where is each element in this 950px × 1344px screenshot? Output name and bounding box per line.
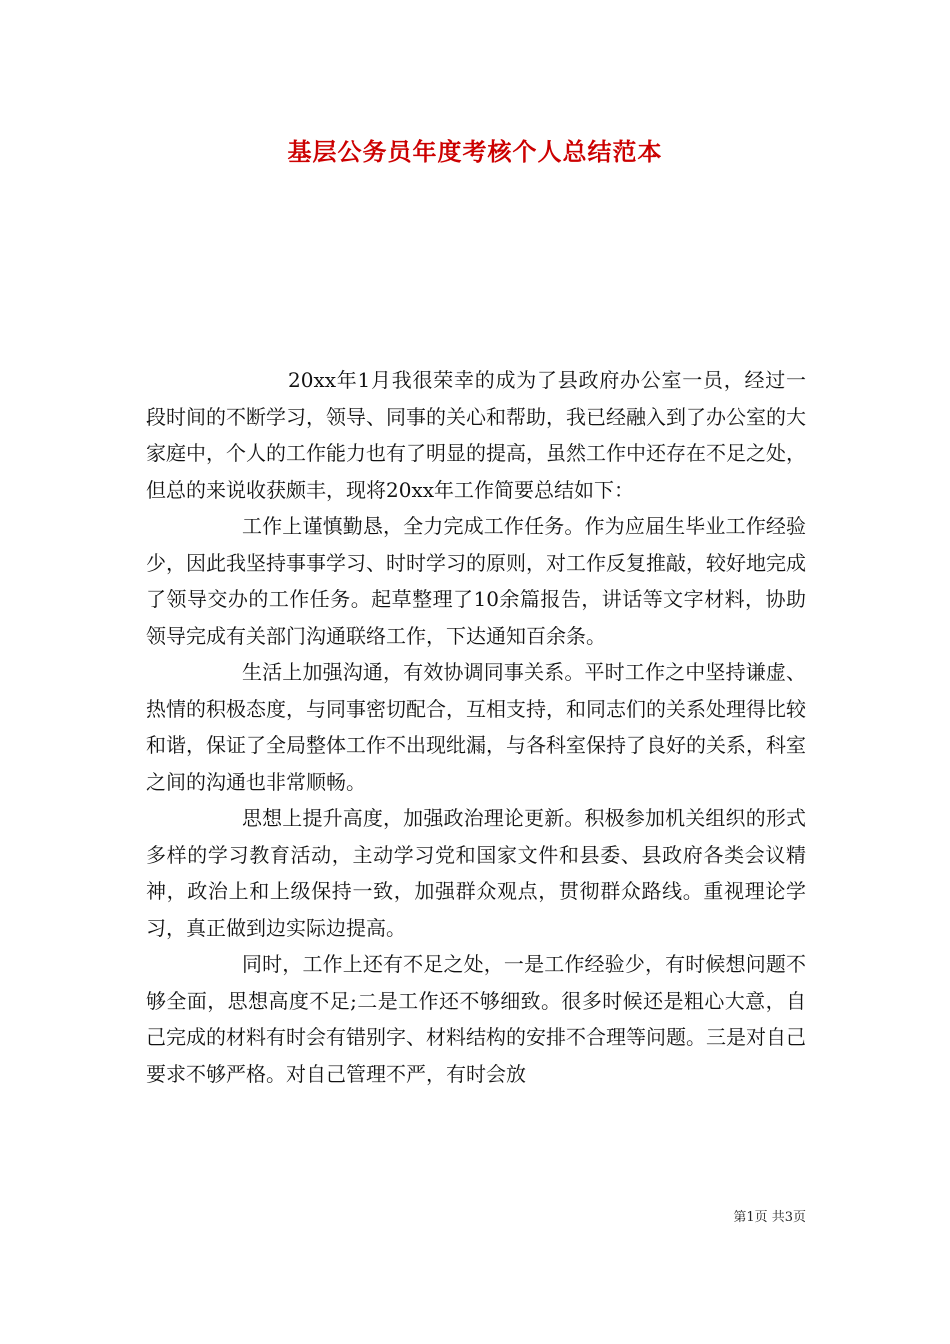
paragraph-4: 思想上提升高度，加强政治理论更新。积极参加机关组织的形式多样的学习教育活动，主动学习党和国家文件和县委、县政府各类会议精神，政治上和上级保持一致，加强群众观点，贯彻群众路线。重视理论学习，真正做到边实际边提高。 xyxy=(146,806,806,940)
paragraph-5: 同时，工作上还有不足之处，一是工作经验少，有时候想问题不够全面，思想高度不足;二是工作还不够细致。很多时候还是粗心大意，自己完成的材料有时会有错别字、材料结构的安排不合理等问题。三是对自己要求不够严格。对自己管理不严，有时会放 xyxy=(146,952,806,1086)
paragraph-3: 生活上加强沟通，有效协调同事关系。平时工作之中坚持谦虚、热情的积极态度，与同事密切配合，互相支持，和同志们的关系处理得比较和谐，保证了全局整体工作不出现纰漏，与各科室保持了良好的关系，科室之间的沟通也非常顺畅。 xyxy=(146,660,806,794)
page-number-footer: 第1页 共3页 xyxy=(733,1210,806,1225)
paragraph-1: 20xx年1月我很荣幸的成为了县政府办公室一员，经过一段时间的不断学习，领导、同事的关心和帮助，我已经融入到了办公室的大家庭中，个人的工作能力也有了明显的提高，虽然工作中还存在不足之处，但总的来说收获颇丰，现将20xx年工作简要总结如下： xyxy=(146,368,806,502)
paragraph-2: 工作上谨慎勤恳，全力完成工作任务。作为应届生毕业工作经验少，因此我坚持事事学习、时时学习的原则，对工作反复推敲，较好地完成了领导交办的工作任务。起草整理了10余篇报告，讲话等文字材料，协助领导完成有关部门沟通联络工作，下达通知百余条。 xyxy=(146,514,806,648)
document-body xyxy=(146,362,806,1092)
document-title: 基层公务员年度考核个人总结范本 xyxy=(287,137,663,166)
